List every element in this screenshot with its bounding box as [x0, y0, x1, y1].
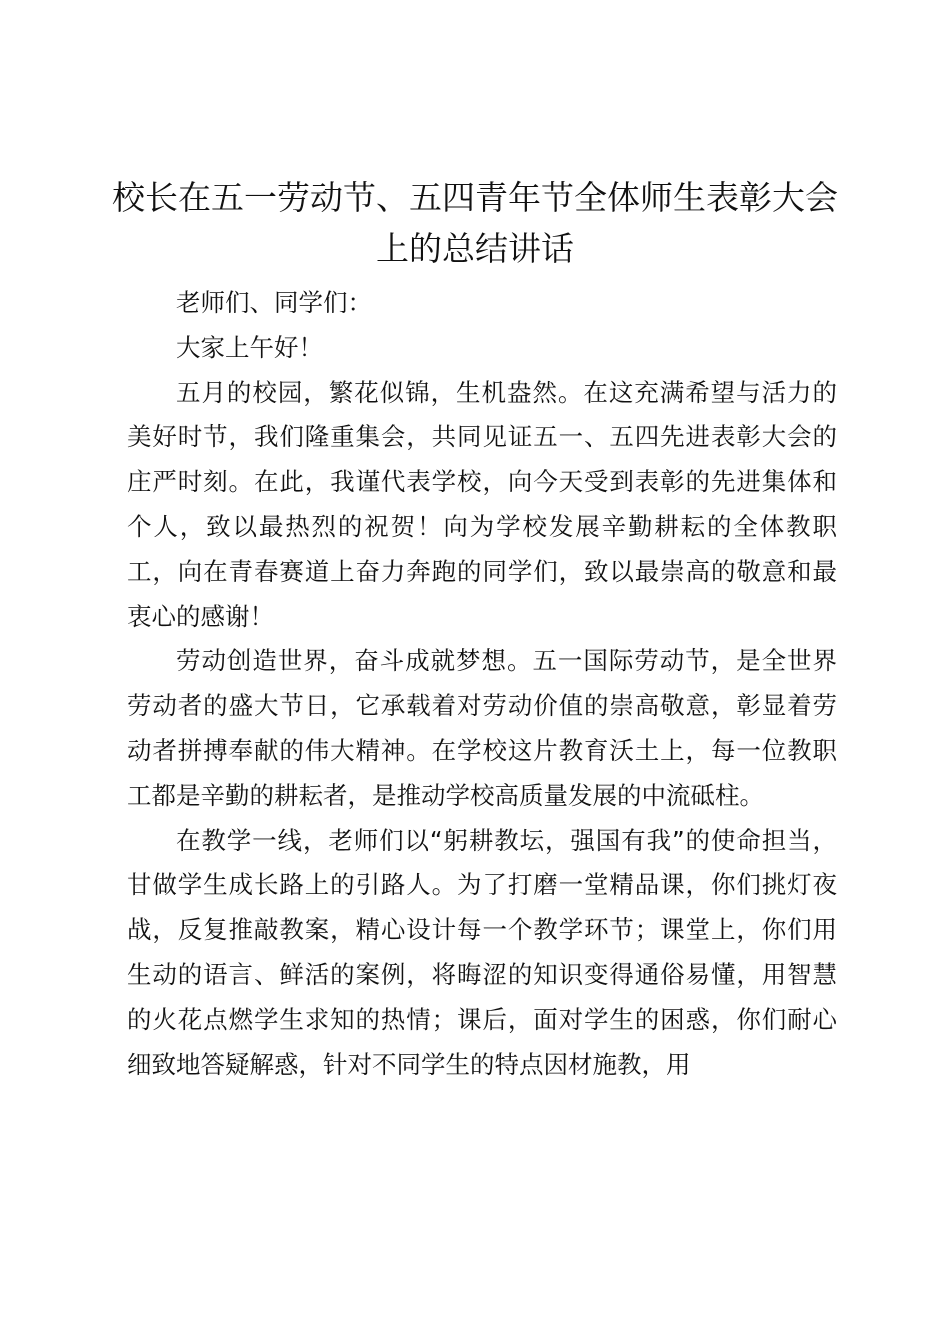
paragraph-labor-day: 劳动创造世界，奋斗成就梦想。五一国际劳动节，是全世界劳动者的盛大节日，它承载着对劳动价值的崇高敬意，彰显着劳动者拼搏奉献的伟大精神。在学校这片教育沃土上，每一位教职工都是辛勤的耕耘者，是推动学校高质量发展的中流砥柱。 [127, 646, 837, 810]
document-title: 校长在五一劳动节、五四青年节全体师生表彰大会上的总结讲话 [112, 178, 838, 268]
document-body [127, 281, 837, 1087]
paragraph-teaching: 在教学一线，老师们以“躬耕教坛，强国有我”的使命担当，甘做学生成长路上的引路人。为了打磨一堂精品课，你们挑灯夜战，反复推敲教案，精心设计每一个教学环节；课堂上，你们用生动的语言、鲜活的案例，将晦涩的知识变得通俗易懂，用智慧的火花点燃学生求知的热情；课后，面对学生的困惑，你们耐心细致地答疑解惑，针对不同学生的特点因材施教，用 [127, 825, 837, 1079]
greeting: 大家上午好！ [176, 332, 323, 362]
paragraph-opening: 五月的校园，繁花似锦，生机盎然。在这充满希望与活力的美好时节，我们隆重集会，共同见证五一、五四先进表彰大会的庄严时刻。在此，我谨代表学校，向今天受到表彰的先进集体和个人，致以最热烈的祝贺！向为学校发展辛勤耕耘的全体教职工，向在青春赛道上奋力奔跑的同学们，致以最崇高的敬意和最衷心的感谢！ [127, 377, 837, 631]
salutation: 老师们、同学们： [176, 288, 372, 317]
